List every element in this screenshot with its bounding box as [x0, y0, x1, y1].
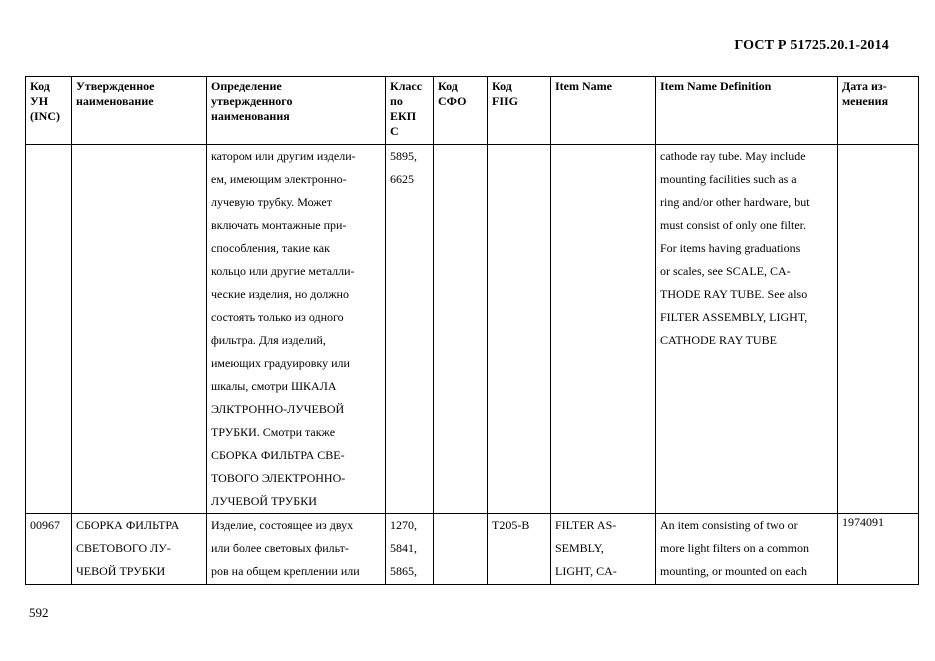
nomenclature-table [25, 76, 919, 585]
header-line: менения [842, 94, 889, 108]
text-line: 6625 [390, 172, 414, 186]
col-header-definition-ru [207, 77, 386, 145]
text-line: ring and/or other hardware, but [660, 195, 810, 209]
header-line: УН [30, 94, 49, 108]
text-line: ЧЕВОЙ ТРУБКИ [76, 564, 166, 578]
cell-class [386, 145, 434, 514]
header-line: Код [438, 79, 458, 93]
text-line: cathode ray tube. May include [660, 149, 806, 163]
header-line: утвержденного [211, 94, 293, 108]
text-line: СБОРКА ФИЛЬТРА СВЕ- [211, 448, 345, 462]
text-line: THODE RAY TUBE. See also [660, 287, 808, 301]
header-line: С [390, 124, 399, 138]
cell-item-name [551, 514, 656, 585]
text-line: LIGHT, CA- [555, 564, 617, 578]
header-line: Item Name Definition [660, 79, 772, 93]
text-line: ТРУБКИ. Смотри также [211, 425, 336, 439]
text-line: 5895, [390, 149, 417, 163]
header-line: (INC) [30, 109, 60, 123]
table-header-row [26, 77, 919, 145]
text-line: способления, такие как [211, 241, 330, 255]
header-line: ЕКП [390, 109, 417, 123]
table-row-00967 [26, 514, 919, 585]
cell-definition-en [656, 145, 838, 514]
text-line: состоять только из одного [211, 310, 344, 324]
text-line: mounting facilities such as a [660, 172, 797, 186]
text-line: An item consisting of two or [660, 518, 798, 532]
text-line: ТОВОГО ЭЛЕКТРОННО- [211, 471, 346, 485]
header-line: по [390, 94, 403, 108]
cell-fiig [488, 145, 551, 514]
header-line: Код [30, 79, 50, 93]
text-line: must consist of only one filter. [660, 218, 806, 232]
text-line: For items having graduations [660, 241, 801, 255]
text-line: лучевую трубку. Может [211, 195, 332, 209]
text-line: или более световых фильт- [211, 541, 349, 555]
col-header-item-definition [656, 77, 838, 145]
text-line: 5865, [390, 564, 417, 578]
text-line: СВЕТОВОГО ЛУ- [76, 541, 171, 555]
text-line: or scales, see SCALE, CA- [660, 264, 791, 278]
text-line: включать монтажные при- [211, 218, 347, 232]
text-line: СБОРКА ФИЛЬТРА [76, 518, 180, 532]
text-line: фильтра. Для изделий, [211, 333, 326, 347]
text-line: ем, имеющим электронно- [211, 172, 347, 186]
header-line: СФО [438, 94, 467, 108]
text-line: CATHODE RAY TUBE [660, 333, 777, 347]
cell-name-ru [72, 514, 207, 585]
cell-definition-en [656, 514, 838, 585]
text-line: 1270, [390, 518, 417, 532]
cell-sfo [434, 145, 488, 514]
cell-date: 1974091 [838, 514, 919, 585]
col-header-name-ru [72, 77, 207, 145]
header-line: наименования [211, 109, 290, 123]
text-line: ческие изделия, но должно [211, 287, 349, 301]
header-line: FIIG [492, 94, 519, 108]
header-line: Item Name [555, 79, 612, 93]
text-line: FILTER AS- [555, 518, 617, 532]
text-line: шкалы, смотри ШКАЛА [211, 379, 337, 393]
col-header-item-name [551, 77, 656, 145]
text-line: имеющих градуировку или [211, 356, 350, 370]
cell-date [838, 145, 919, 514]
text-line: ЭЛКТРОННО-ЛУЧЕВОЙ [211, 402, 345, 416]
header-line: Класс [390, 79, 423, 93]
page-number: 592 [29, 605, 49, 620]
header-line: Код [492, 79, 512, 93]
col-header-class [386, 77, 434, 145]
table-row-continued [26, 145, 919, 514]
cell-sfo [434, 514, 488, 585]
header-line: Дата из- [842, 79, 887, 93]
col-header-fiig [488, 77, 551, 145]
cell-fiig: T205-B [488, 514, 551, 585]
text-line: Изделие, состоящее из двух [211, 518, 354, 532]
header-line: Утвержденное [76, 79, 155, 93]
cell-inc [26, 145, 72, 514]
col-header-date [838, 77, 919, 145]
text-line: SEMBLY, [555, 541, 604, 555]
text-line: mounting, or mounted on each [660, 564, 807, 578]
header-line: Определение [211, 79, 282, 93]
header-line: наименование [76, 94, 154, 108]
text-line: ров на общем креплении или [211, 564, 360, 578]
cell-definition-ru [207, 514, 386, 585]
cell-definition-ru [207, 145, 386, 514]
text-line: катором или другим издели- [211, 149, 356, 163]
text-line: more light filters on a common [660, 541, 809, 555]
text-line: ЛУЧЕВОЙ ТРУБКИ [211, 494, 317, 508]
document-code: ГОСТ Р 51725.20.1-2014 [734, 38, 889, 53]
col-header-sfo [434, 77, 488, 145]
cell-inc: 00967 [26, 514, 72, 585]
cell-item-name [551, 145, 656, 514]
text-line: 5841, [390, 541, 417, 555]
text-line: FILTER ASSEMBLY, LIGHT, [660, 310, 808, 324]
text-line: кольцо или другие металли- [211, 264, 355, 278]
col-header-inc [26, 77, 72, 145]
cell-name-ru [72, 145, 207, 514]
cell-class [386, 514, 434, 585]
